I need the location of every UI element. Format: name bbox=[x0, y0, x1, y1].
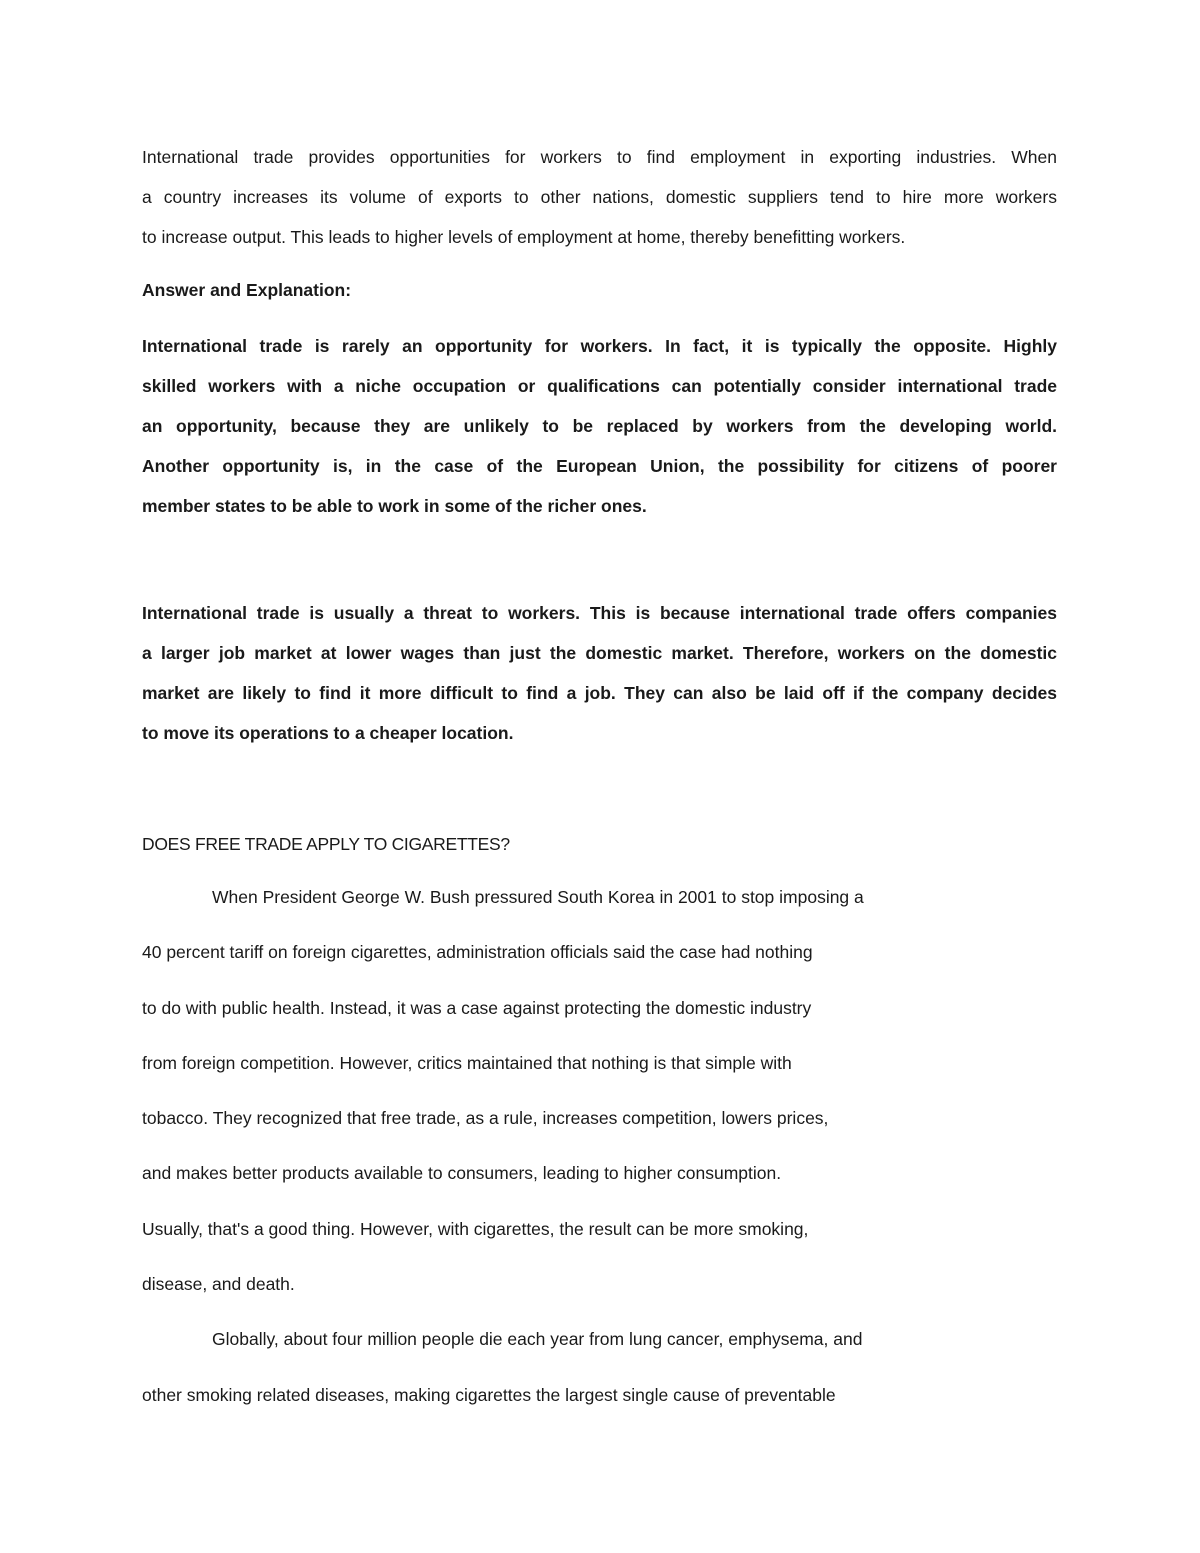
case-body bbox=[142, 877, 864, 1430]
text-line: International trade is rarely an opportunity for workers. In fact, it is typically the opposite. Highly bbox=[142, 336, 1057, 356]
text-line: a country increases its volume of exports to other nations, domestic suppliers tend to hire more workers bbox=[142, 187, 1057, 207]
text-line: to do with public health. Instead, it was a case against protecting the domestic industry bbox=[142, 997, 812, 1018]
text-line: tobacco. They recognized that free trade, as a rule, increases competition, lowers prices, bbox=[142, 1108, 829, 1129]
text-line: disease, and death. bbox=[142, 1274, 295, 1295]
intro-paragraph bbox=[142, 137, 1057, 257]
text-line: Globally, about four million people die each year from lung cancer, emphysema, and bbox=[212, 1329, 863, 1350]
text-line: International trade provides opportunities for workers to find employment in exporting industries. When bbox=[142, 147, 1057, 167]
text-line: When President George W. Bush pressured South Korea in 2001 to stop imposing a bbox=[212, 887, 864, 907]
text-line: other smoking related diseases, making cigarettes the largest single cause of preventable bbox=[142, 1384, 836, 1405]
text-line: to increase output. This leads to higher levels of employment at home, thereby benefitting workers. bbox=[142, 227, 906, 247]
text-line: Usually, that's a good thing. However, with cigarettes, the result can be more smoking, bbox=[142, 1218, 809, 1239]
text-line: market are likely to find it more difficult to find a job. They can also be laid off if the company decides bbox=[142, 683, 1057, 703]
case-heading: DOES FREE TRADE APPLY TO CIGARETTES? bbox=[142, 834, 510, 854]
text-line: from foreign competition. However, critics maintained that nothing is that simple with bbox=[142, 1052, 792, 1073]
text-line: to move its operations to a cheaper location. bbox=[142, 723, 514, 743]
text-line: Another opportunity is, in the case of the European Union, the possibility for citizens of poorer bbox=[142, 456, 1057, 476]
text-line: International trade is usually a threat to workers. This is because international trade offers companies bbox=[142, 603, 1057, 623]
text-line: and makes better products available to consumers, leading to higher consumption. bbox=[142, 1163, 782, 1184]
text-line: member states to be able to work in some of the richer ones. bbox=[142, 496, 647, 516]
answer-paragraph-opportunity bbox=[142, 326, 1057, 526]
answer-paragraph-threat bbox=[142, 593, 1057, 753]
text-line: 40 percent tariff on foreign cigarettes, administration officials said the case had nothing bbox=[142, 942, 813, 963]
text-line: skilled workers with a niche occupation or qualifications can potentially consider international trade bbox=[142, 376, 1057, 396]
text-line: a larger job market at lower wages than just the domestic market. Therefore, workers on the domestic bbox=[142, 643, 1057, 663]
answer-heading: Answer and Explanation: bbox=[142, 280, 352, 300]
text-line: an opportunity, because they are unlikely to be replaced by workers from the developing world. bbox=[142, 416, 1057, 436]
